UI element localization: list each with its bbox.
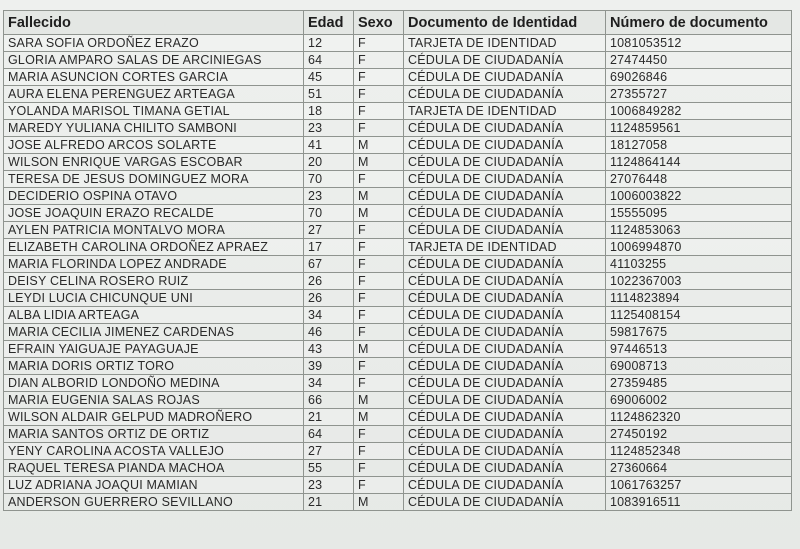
cell-doc-number[interactable]: 27474450 — [606, 52, 792, 69]
cell-name[interactable]: ALBA LIDIA ARTEAGA — [4, 307, 304, 324]
cell-doc-type[interactable]: CÉDULA DE CIUDADANÍA — [404, 307, 606, 324]
cell-name[interactable]: WILSON ALDAIR GELPUD MADROÑERO — [4, 409, 304, 426]
cell-sex[interactable]: F — [354, 307, 404, 324]
cell-doc-number[interactable]: 69026846 — [606, 69, 792, 86]
column-header-age[interactable]: Edad — [304, 11, 354, 35]
cell-doc-type[interactable]: CÉDULA DE CIUDADANÍA — [404, 205, 606, 222]
cell-doc-type[interactable]: CÉDULA DE CIUDADANÍA — [404, 171, 606, 188]
cell-doc-number[interactable]: 27355727 — [606, 86, 792, 103]
table-row — [4, 205, 792, 222]
cell-doc-number[interactable]: 1124852348 — [606, 443, 792, 460]
column-header-sex[interactable]: Sexo — [354, 11, 404, 35]
cell-sex[interactable]: F — [354, 239, 404, 256]
cell-doc-number[interactable]: 1006003822 — [606, 188, 792, 205]
cell-sex[interactable]: M — [354, 137, 404, 154]
cell-name[interactable]: JOSE JOAQUIN ERAZO RECALDE — [4, 205, 304, 222]
cell-name[interactable]: MARIA FLORINDA LOPEZ ANDRADE — [4, 256, 304, 273]
cell-name[interactable]: MARIA EUGENIA SALAS ROJAS — [4, 392, 304, 409]
cell-sex[interactable]: F — [354, 86, 404, 103]
table-row — [4, 443, 792, 460]
cell-doc-type[interactable]: CÉDULA DE CIUDADANÍA — [404, 188, 606, 205]
cell-sex[interactable]: F — [354, 171, 404, 188]
cell-sex[interactable]: M — [354, 154, 404, 171]
cell-age[interactable]: 23 — [304, 120, 354, 137]
cell-doc-number[interactable]: 27359485 — [606, 375, 792, 392]
cell-age[interactable]: 21 — [304, 494, 354, 511]
cell-doc-type[interactable]: CÉDULA DE CIUDADANÍA — [404, 137, 606, 154]
cell-sex[interactable]: M — [354, 188, 404, 205]
table-row — [4, 324, 792, 341]
cell-age[interactable]: 41 — [304, 137, 354, 154]
cell-sex[interactable]: F — [354, 324, 404, 341]
cell-doc-number[interactable]: 15555095 — [606, 205, 792, 222]
cell-sex[interactable]: M — [354, 409, 404, 426]
cell-doc-type[interactable]: CÉDULA DE CIUDADANÍA — [404, 409, 606, 426]
cell-doc-number[interactable]: 1006849282 — [606, 103, 792, 120]
cell-sex[interactable]: F — [354, 477, 404, 494]
cell-age[interactable]: 70 — [304, 205, 354, 222]
table-row — [4, 69, 792, 86]
cell-doc-number[interactable]: 59817675 — [606, 324, 792, 341]
cell-doc-number[interactable]: 1125408154 — [606, 307, 792, 324]
cell-age[interactable]: 55 — [304, 460, 354, 477]
cell-doc-type[interactable]: TARJETA DE IDENTIDAD — [404, 103, 606, 120]
cell-doc-type[interactable]: CÉDULA DE CIUDADANÍA — [404, 222, 606, 239]
cell-age[interactable]: 43 — [304, 341, 354, 358]
cell-doc-type[interactable]: CÉDULA DE CIUDADANÍA — [404, 375, 606, 392]
cell-name[interactable]: WILSON ENRIQUE VARGAS ESCOBAR — [4, 154, 304, 171]
cell-doc-number[interactable]: 27076448 — [606, 171, 792, 188]
cell-age[interactable]: 18 — [304, 103, 354, 120]
table-row — [4, 188, 792, 205]
cell-age[interactable]: 23 — [304, 188, 354, 205]
cell-age[interactable]: 67 — [304, 256, 354, 273]
cell-doc-number[interactable]: 1124859561 — [606, 120, 792, 137]
cell-sex[interactable]: F — [354, 460, 404, 477]
cell-doc-number[interactable]: 1022367003 — [606, 273, 792, 290]
cell-name[interactable]: ELIZABETH CAROLINA ORDOÑEZ APRAEZ — [4, 239, 304, 256]
table-row — [4, 120, 792, 137]
table-row — [4, 256, 792, 273]
cell-doc-number[interactable]: 1124853063 — [606, 222, 792, 239]
table-row — [4, 392, 792, 409]
cell-doc-type[interactable]: CÉDULA DE CIUDADANÍA — [404, 273, 606, 290]
table-row — [4, 103, 792, 120]
cell-name[interactable]: ANDERSON GUERRERO SEVILLANO — [4, 494, 304, 511]
cell-doc-type[interactable]: CÉDULA DE CIUDADANÍA — [404, 52, 606, 69]
cell-doc-type[interactable]: CÉDULA DE CIUDADANÍA — [404, 256, 606, 273]
cell-age[interactable]: 64 — [304, 426, 354, 443]
cell-name[interactable]: AYLEN PATRICIA MONTALVO MORA — [4, 222, 304, 239]
table-row — [4, 222, 792, 239]
cell-age[interactable]: 27 — [304, 443, 354, 460]
cell-sex[interactable]: F — [354, 103, 404, 120]
cell-doc-type[interactable]: TARJETA DE IDENTIDAD — [404, 239, 606, 256]
cell-doc-number[interactable]: 1083916511 — [606, 494, 792, 511]
cell-doc-type[interactable]: CÉDULA DE CIUDADANÍA — [404, 494, 606, 511]
cell-doc-number[interactable]: 1081053512 — [606, 35, 792, 52]
cell-name[interactable]: RAQUEL TERESA PIANDA MACHOA — [4, 460, 304, 477]
table-row — [4, 35, 792, 52]
cell-sex[interactable]: F — [354, 273, 404, 290]
cell-doc-type[interactable]: CÉDULA DE CIUDADANÍA — [404, 358, 606, 375]
table-row — [4, 171, 792, 188]
column-header-name[interactable]: Fallecido — [4, 11, 304, 35]
table-row — [4, 290, 792, 307]
cell-name[interactable]: YOLANDA MARISOL TIMANA GETIAL — [4, 103, 304, 120]
cell-age[interactable]: 26 — [304, 290, 354, 307]
cell-doc-number[interactable]: 1061763257 — [606, 477, 792, 494]
cell-doc-type[interactable]: CÉDULA DE CIUDADANÍA — [404, 120, 606, 137]
cell-name[interactable]: MARIA ASUNCION CORTES GARCIA — [4, 69, 304, 86]
column-header-doc-type[interactable]: Documento de Identidad — [404, 11, 606, 35]
victims-table — [3, 10, 792, 511]
cell-age[interactable]: 64 — [304, 52, 354, 69]
cell-name[interactable]: SARA SOFIA ORDOÑEZ ERAZO — [4, 35, 304, 52]
cell-sex[interactable]: F — [354, 358, 404, 375]
cell-sex[interactable]: F — [354, 290, 404, 307]
cell-age[interactable]: 39 — [304, 358, 354, 375]
cell-age[interactable]: 45 — [304, 69, 354, 86]
cell-sex[interactable]: M — [354, 494, 404, 511]
cell-doc-number[interactable]: 1114823894 — [606, 290, 792, 307]
cell-doc-type[interactable]: CÉDULA DE CIUDADANÍA — [404, 341, 606, 358]
cell-doc-type[interactable]: CÉDULA DE CIUDADANÍA — [404, 477, 606, 494]
cell-age[interactable]: 51 — [304, 86, 354, 103]
cell-name[interactable]: YENY CAROLINA ACOSTA VALLEJO — [4, 443, 304, 460]
table-row — [4, 409, 792, 426]
cell-doc-type[interactable]: CÉDULA DE CIUDADANÍA — [404, 392, 606, 409]
cell-doc-type[interactable]: CÉDULA DE CIUDADANÍA — [404, 86, 606, 103]
cell-age[interactable]: 70 — [304, 171, 354, 188]
cell-age[interactable]: 20 — [304, 154, 354, 171]
cell-age[interactable]: 26 — [304, 273, 354, 290]
cell-sex[interactable]: F — [354, 426, 404, 443]
cell-age[interactable]: 46 — [304, 324, 354, 341]
cell-doc-type[interactable]: CÉDULA DE CIUDADANÍA — [404, 290, 606, 307]
cell-doc-type[interactable]: CÉDULA DE CIUDADANÍA — [404, 426, 606, 443]
table-row — [4, 426, 792, 443]
cell-name[interactable]: MARIA CECILIA JIMENEZ CARDENAS — [4, 324, 304, 341]
cell-sex[interactable]: M — [354, 392, 404, 409]
cell-sex[interactable]: F — [354, 443, 404, 460]
cell-doc-type[interactable]: CÉDULA DE CIUDADANÍA — [404, 460, 606, 477]
cell-sex[interactable]: F — [354, 120, 404, 137]
cell-doc-number[interactable]: 69008713 — [606, 358, 792, 375]
table-row — [4, 375, 792, 392]
cell-sex[interactable]: F — [354, 375, 404, 392]
cell-name[interactable]: AURA ELENA PERENGUEZ ARTEAGA — [4, 86, 304, 103]
column-header-doc-number[interactable]: Número de documento — [606, 11, 792, 35]
table-row — [4, 307, 792, 324]
cell-age[interactable]: 66 — [304, 392, 354, 409]
cell-age[interactable]: 23 — [304, 477, 354, 494]
cell-name[interactable]: DECIDERIO OSPINA OTAVO — [4, 188, 304, 205]
cell-age[interactable]: 34 — [304, 375, 354, 392]
cell-doc-number[interactable]: 1124862320 — [606, 409, 792, 426]
cell-sex[interactable]: F — [354, 69, 404, 86]
table-row — [4, 137, 792, 154]
cell-name[interactable]: TERESA DE JESUS DOMINGUEZ MORA — [4, 171, 304, 188]
cell-name[interactable]: GLORIA AMPARO SALAS DE ARCINIEGAS — [4, 52, 304, 69]
table-row — [4, 86, 792, 103]
table-row — [4, 273, 792, 290]
table-row — [4, 341, 792, 358]
table-row — [4, 477, 792, 494]
table-row — [4, 460, 792, 477]
cell-name[interactable]: DEISY CELINA ROSERO RUIZ — [4, 273, 304, 290]
cell-doc-number[interactable]: 41103255 — [606, 256, 792, 273]
cell-doc-number[interactable]: 27450192 — [606, 426, 792, 443]
cell-age[interactable]: 17 — [304, 239, 354, 256]
cell-name[interactable]: LEYDI LUCIA CHICUNQUE UNI — [4, 290, 304, 307]
cell-sex[interactable]: F — [354, 222, 404, 239]
header-row — [4, 11, 792, 35]
cell-doc-number[interactable]: 1124864144 — [606, 154, 792, 171]
cell-doc-type[interactable]: TARJETA DE IDENTIDAD — [404, 35, 606, 52]
cell-doc-type[interactable]: CÉDULA DE CIUDADANÍA — [404, 324, 606, 341]
cell-age[interactable]: 21 — [304, 409, 354, 426]
cell-doc-number[interactable]: 97446513 — [606, 341, 792, 358]
table-row — [4, 494, 792, 511]
cell-name[interactable]: MARIA SANTOS ORTIZ DE ORTIZ — [4, 426, 304, 443]
cell-sex[interactable]: M — [354, 205, 404, 222]
cell-sex[interactable]: M — [354, 341, 404, 358]
cell-name[interactable]: MARIA DORIS ORTIZ TORO — [4, 358, 304, 375]
cell-sex[interactable]: F — [354, 52, 404, 69]
cell-doc-number[interactable]: 1006994870 — [606, 239, 792, 256]
table-row — [4, 52, 792, 69]
cell-age[interactable]: 27 — [304, 222, 354, 239]
cell-doc-number[interactable]: 18127058 — [606, 137, 792, 154]
table-row — [4, 239, 792, 256]
cell-name[interactable]: JOSE ALFREDO ARCOS SOLARTE — [4, 137, 304, 154]
cell-sex[interactable]: F — [354, 256, 404, 273]
cell-doc-number[interactable]: 27360664 — [606, 460, 792, 477]
cell-sex[interactable]: F — [354, 35, 404, 52]
cell-age[interactable]: 12 — [304, 35, 354, 52]
table-row — [4, 154, 792, 171]
table-body — [4, 35, 792, 511]
cell-doc-type[interactable]: CÉDULA DE CIUDADANÍA — [404, 154, 606, 171]
cell-age[interactable]: 34 — [304, 307, 354, 324]
cell-doc-type[interactable]: CÉDULA DE CIUDADANÍA — [404, 443, 606, 460]
table-row — [4, 358, 792, 375]
cell-name[interactable]: LUZ ADRIANA JOAQUI MAMIAN — [4, 477, 304, 494]
cell-name[interactable]: MAREDY YULIANA CHILITO SAMBONI — [4, 120, 304, 137]
cell-name[interactable]: EFRAIN YAIGUAJE PAYAGUAJE — [4, 341, 304, 358]
cell-doc-type[interactable]: CÉDULA DE CIUDADANÍA — [404, 69, 606, 86]
cell-name[interactable]: DIAN ALBORID LONDOÑO MEDINA — [4, 375, 304, 392]
cell-doc-number[interactable]: 69006002 — [606, 392, 792, 409]
